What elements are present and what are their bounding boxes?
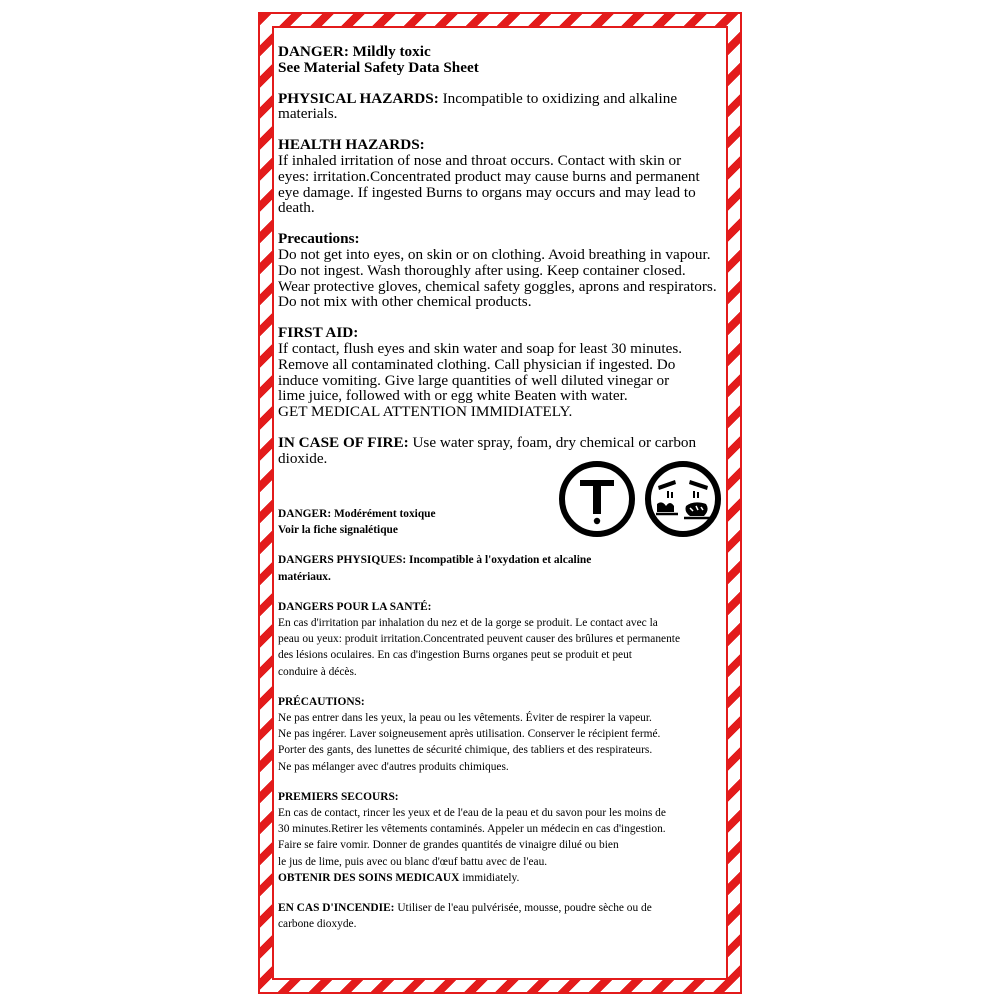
first-aid-block-en	[278, 325, 718, 420]
fire-block-fr	[278, 900, 718, 932]
health-hazards-block-en	[278, 137, 718, 216]
physical-hazards-text-fr-2: matériaux.	[278, 570, 331, 583]
precautions-line-fr: Porter des gants, des lunettes de sécurité chimique, des tabliers et des respirateurs.	[278, 744, 653, 757]
health-hazards-heading-en: HEALTH HAZARDS:	[278, 136, 425, 154]
physical-hazards-block-fr	[278, 552, 718, 584]
health-hazards-block-fr	[278, 599, 718, 680]
precautions-line: Do not ingest. Wash thoroughly after using. Keep container closed.	[278, 261, 686, 279]
first-aid-line-fr: Faire se faire vomir. Donner de grandes quantités de vinaigre dilué ou bien	[278, 839, 619, 852]
health-hazards-line: eyes: irritation.Concentrated product may cause burns and permanent	[278, 167, 700, 185]
first-aid-line-fr: le jus de lime, puis avec ou blanc d'œuf battu avec de l'eau.	[278, 855, 548, 868]
first-aid-line: If contact, flush eyes and skin water and soap for least 30 minutes.	[278, 339, 683, 357]
health-hazards-line-fr: En cas d'irritation par inhalation du nez et de la gorge se produit. Le contact avec la	[278, 617, 658, 630]
first-aid-line-fr: En cas de contact, rincer les yeux et de l'eau de la peau et du savon pour les moins de	[278, 807, 666, 820]
precautions-heading-fr: PRÉCAUTIONS:	[278, 695, 365, 708]
label-content-area	[272, 26, 728, 980]
precautions-heading-en: Precautions:	[278, 230, 360, 248]
first-aid-line: induce vomiting. Give large quantities of well diluted vinegar or	[278, 371, 670, 389]
health-hazards-line: death.	[278, 199, 315, 217]
precautions-line-fr: Ne pas ingérer. Laver soigneusement après utilisation. Conserver le récipient fermé.	[278, 728, 661, 741]
msds-reference-en: See Material Safety Data Sheet	[278, 58, 479, 76]
health-hazards-line-fr: conduire à décès.	[278, 665, 357, 678]
health-hazards-line: If inhaled irritation of nose and throat occurs. Contact with skin or	[278, 151, 682, 169]
medical-attention-fr: OBTENIR DES SOINS MEDICAUX	[278, 871, 460, 884]
fire-text-en: Use water spray, foam, dry chemical or carbon	[408, 433, 697, 451]
first-aid-line: GET MEDICAL ATTENTION IMMIDIATELY.	[278, 403, 573, 421]
physical-hazards-heading-en: PHYSICAL HAZARDS:	[278, 89, 439, 107]
physical-hazards-text-fr: DANGERS PHYSIQUES: Incompatible à l'oxydation et alcaline	[278, 554, 592, 567]
physical-hazards-block-en	[278, 91, 718, 123]
fire-text-fr-2: carbone dioxyde.	[278, 918, 357, 931]
health-hazards-heading-fr: DANGERS POUR LA SANTÉ:	[278, 600, 432, 613]
health-hazards-line: eye damage. If ingested Burns to organs may occurs and may lead to	[278, 183, 696, 201]
precautions-block-fr	[278, 694, 718, 775]
danger-title-en: DANGER: Mildly toxic	[278, 43, 431, 60]
physical-hazards-text-en: Incompatible to oxidizing and alkaline	[438, 89, 678, 107]
first-aid-line: lime juice, followed with or egg white Beaten with water.	[278, 387, 628, 405]
first-aid-line: Remove all contaminated clothing. Call physician if ingested. Do	[278, 355, 676, 373]
precautions-block-en	[278, 231, 718, 310]
fire-heading-fr: EN CAS D'INCENDIE:	[278, 902, 395, 915]
precautions-line: Do not get into eyes, on skin or on clothing. Avoid breathing in vapour.	[278, 245, 711, 263]
fire-heading-en: IN CASE OF FIRE:	[278, 433, 409, 451]
hazard-label	[258, 12, 742, 994]
physical-hazards-text-en-2: materials.	[278, 105, 338, 123]
first-aid-block-fr	[278, 789, 718, 886]
health-hazards-line-fr: peau ou yeux: produit irritation.Concentrated peuvent causer des brûlures et permanente	[278, 633, 681, 646]
first-aid-heading-en: FIRST AID:	[278, 324, 359, 342]
precautions-line: Do not mix with other chemical products.	[278, 293, 532, 311]
first-aid-line-fr: 30 minutes.Retirer les vêtements contaminés. Appeler un médecin en cas d'ingestion.	[278, 823, 666, 836]
danger-block-fr	[278, 506, 718, 538]
precautions-line: Wear protective gloves, chemical safety goggles, aprons and respirators.	[278, 277, 717, 295]
medical-attention-tail-fr: immidiately.	[459, 871, 520, 884]
french-section	[278, 506, 718, 946]
danger-block-en	[278, 44, 718, 76]
english-section	[278, 44, 718, 482]
first-aid-heading-fr: PREMIERS SECOURS:	[278, 790, 399, 803]
fire-text-fr: Utiliser de l'eau pulvérisée, mousse, poudre sèche ou de	[394, 902, 652, 915]
msds-reference-fr: Voir la fiche signalétique	[278, 524, 398, 537]
danger-title-fr: DANGER: Modérément toxique	[278, 508, 436, 520]
health-hazards-line-fr: des lésions oculaires. En cas d'ingestion Burns organes peut se produit et peut	[278, 649, 632, 662]
precautions-line-fr: Ne pas entrer dans les yeux, la peau ou les vêtements. Éviter de respirer la vapeur.	[278, 712, 652, 725]
fire-text-en-2: dioxide.	[278, 449, 328, 467]
precautions-line-fr: Ne pas mélanger avec d'autres produits chimiques.	[278, 760, 509, 773]
